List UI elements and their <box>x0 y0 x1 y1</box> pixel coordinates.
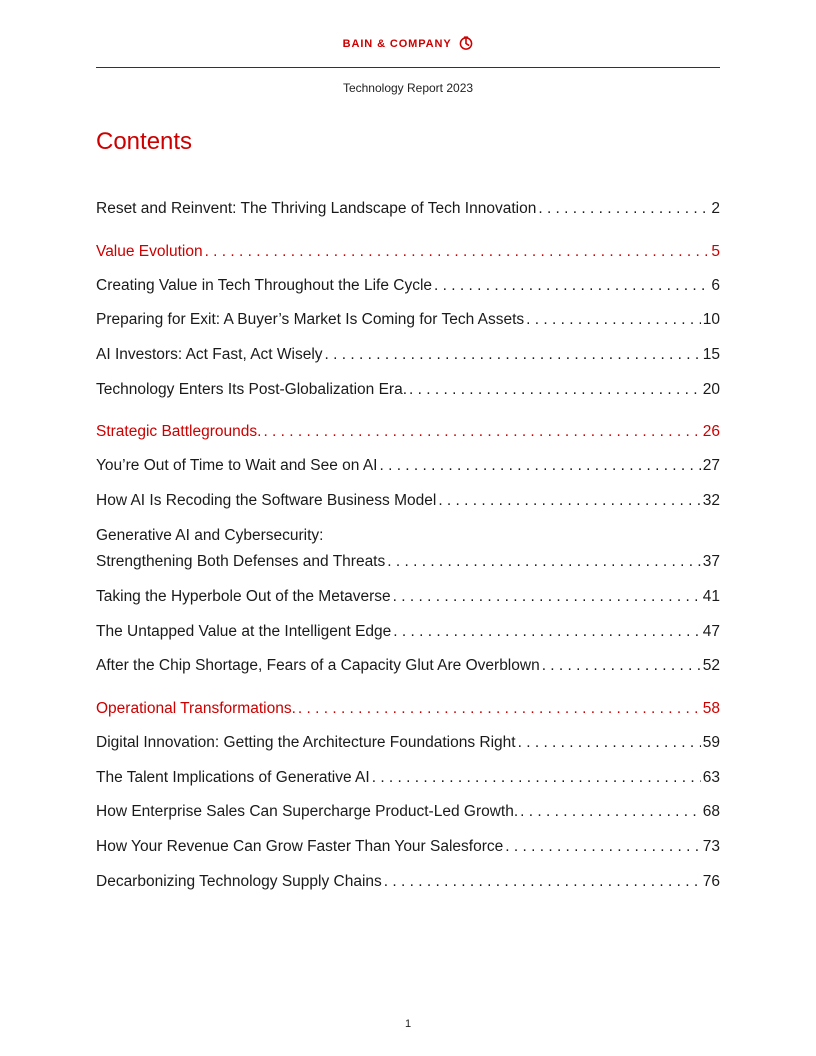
toc-entry-title: Creating Value in Tech Throughout the Life Cycle <box>96 277 433 294</box>
dot-leader <box>434 275 709 297</box>
toc-entry-page: 10 <box>702 311 720 328</box>
dot-leader <box>263 421 700 443</box>
toc-entry-title: How Your Revenue Can Grow Faster Than Your Salesforce <box>96 838 504 855</box>
toc-entry-page: 47 <box>702 623 720 640</box>
toc-entry[interactable] <box>96 525 720 573</box>
toc-entry-title: Operational Transformations. <box>96 700 296 717</box>
toc-section-heading[interactable] <box>96 421 720 443</box>
dot-leader <box>526 309 701 331</box>
toc-entry[interactable] <box>96 198 720 220</box>
toc-entry-page: 2 <box>711 200 720 217</box>
bain-logo-mark-icon <box>459 36 473 50</box>
toc-entry-page: 63 <box>702 769 720 786</box>
toc-entry-title: The Untapped Value at the Intelligent Edge <box>96 623 392 640</box>
toc-entry[interactable] <box>96 767 720 789</box>
dot-leader <box>438 490 700 512</box>
toc-entry[interactable] <box>96 871 720 893</box>
toc-entry[interactable] <box>96 801 720 823</box>
toc-section-heading[interactable] <box>96 698 720 720</box>
toc-entry[interactable] <box>96 621 720 643</box>
dot-leader <box>372 767 701 789</box>
toc-entry-page: 37 <box>702 553 720 570</box>
toc-entry-page: 68 <box>702 803 720 820</box>
toc-entry-page: 20 <box>702 381 720 398</box>
toc-entry-page: 32 <box>702 492 720 509</box>
toc-entry-title: Decarbonizing Technology Supply Chains <box>96 873 382 890</box>
toc-entry-title: Strengthening Both Defenses and Threats <box>96 553 386 570</box>
report-title: Technology Report 2023 <box>342 81 474 95</box>
toc-entry-page: 41 <box>702 588 720 605</box>
toc-entry-title: How Enterprise Sales Can Supercharge Product-Led Growth. <box>96 803 519 820</box>
toc-entry-page: 73 <box>702 838 720 855</box>
toc-entry-title: Preparing for Exit: A Buyer’s Market Is Coming for Tech Assets <box>96 311 525 328</box>
dot-leader <box>393 586 701 608</box>
toc-entry[interactable] <box>96 655 720 677</box>
toc-entry-title: You’re Out of Time to Wait and See on AI <box>96 457 378 474</box>
toc-entry-title: AI Investors: Act Fast, Act Wisely <box>96 346 323 363</box>
toc-entry-page: 59 <box>702 734 720 751</box>
dot-leader <box>505 836 700 858</box>
toc-entry-title: Reset and Reinvent: The Thriving Landscape of Tech Innovation <box>96 200 537 217</box>
dot-leader <box>325 344 701 366</box>
toc-entry[interactable] <box>96 490 720 512</box>
page-number: 1 <box>404 1018 412 1030</box>
toc-entry[interactable] <box>96 344 720 366</box>
contents-heading: Contents <box>96 128 193 155</box>
toc-entry-page: 27 <box>702 457 720 474</box>
dot-leader <box>393 621 700 643</box>
toc-entry-page: 26 <box>702 423 720 440</box>
dot-leader <box>409 379 701 401</box>
dot-leader <box>538 198 709 220</box>
dot-leader <box>520 801 701 823</box>
dot-leader <box>298 698 701 720</box>
toc-entry-title: The Talent Implications of Generative AI <box>96 769 370 786</box>
toc-entry[interactable] <box>96 309 720 331</box>
toc-entry-page: 6 <box>711 277 720 294</box>
dot-leader <box>379 455 700 477</box>
toc-entry[interactable] <box>96 275 720 297</box>
toc-entry-title-line1: Generative AI and Cybersecurity: <box>96 527 324 544</box>
toc-entry[interactable] <box>96 836 720 858</box>
header-divider <box>96 67 720 68</box>
toc-entry-title: After the Chip Shortage, Fears of a Capacity Glut Are Overblown <box>96 657 540 674</box>
toc-entry-page: 58 <box>702 700 720 717</box>
dot-leader <box>384 871 701 893</box>
dot-leader <box>387 551 701 573</box>
toc-entry-title: How AI Is Recoding the Software Business Model <box>96 492 437 509</box>
toc-entry-page: 15 <box>702 346 720 363</box>
toc-entry-page: 52 <box>702 657 720 674</box>
toc-entry[interactable] <box>96 732 720 754</box>
brand-name: BAIN & COMPANY <box>342 38 452 50</box>
toc-entry-page: 5 <box>711 243 720 260</box>
toc-entry-title: Value Evolution <box>96 243 203 260</box>
toc-entry[interactable] <box>96 455 720 477</box>
dot-leader <box>205 241 710 263</box>
toc-entry-title: Taking the Hyperbole Out of the Metaverse <box>96 588 391 605</box>
toc-entry-title: Technology Enters Its Post-Globalization Era. <box>96 381 408 398</box>
dot-leader <box>518 732 701 754</box>
brand-logo <box>0 36 816 52</box>
toc-entry-page: 76 <box>702 873 720 890</box>
toc-entry[interactable] <box>96 586 720 608</box>
toc-entry-title: Strategic Battlegrounds. <box>96 423 262 440</box>
dot-leader <box>542 655 701 677</box>
toc-entry[interactable] <box>96 379 720 401</box>
toc-entry-title: Digital Innovation: Getting the Architecture Foundations Right <box>96 734 516 751</box>
toc-section-heading[interactable] <box>96 241 720 263</box>
